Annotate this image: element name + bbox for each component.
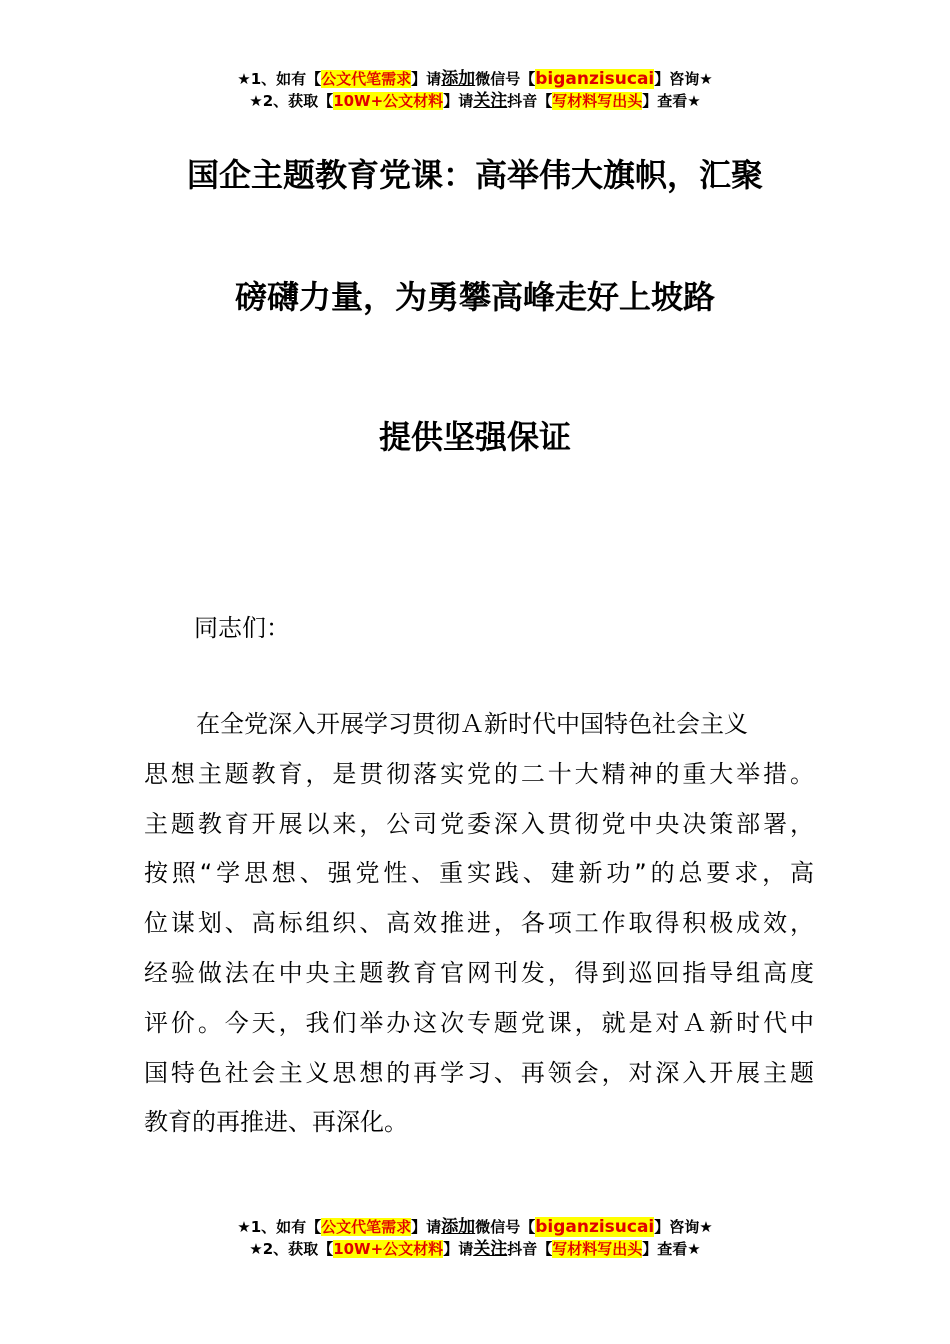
header-ad-line-1 <box>0 68 950 90</box>
header-ad-2-highlight-materials: 10W+公文材料 <box>333 92 444 110</box>
paragraph-line-7: 评价。今天，我们举办这次专题党课，就是对Ａ新时代中 <box>144 1008 814 1037</box>
header-ad-line-2 <box>0 90 950 112</box>
header-ad-2-mid1: 】请 <box>443 92 474 110</box>
header-ad <box>0 68 950 112</box>
footer-ad-1-mid1: 】请 <box>411 1218 442 1236</box>
paragraph-line-2: 思想主题教育，是贯彻落实党的二十大精神的重大举措。 <box>144 759 814 788</box>
document-title-line-2: 磅礴力量，为勇攀高峰走好上坡路 <box>234 278 715 316</box>
header-ad-1-prefix: ★1、如有【 <box>237 70 322 88</box>
header-ad-1-emphasis: 添加 <box>441 69 476 89</box>
footer-ad-2-mid1: 】请 <box>443 1240 474 1258</box>
paragraph-line-9: 教育的再推进、再深化。 <box>144 1108 408 1137</box>
header-ad-2-prefix: ★2、获取【 <box>249 92 334 110</box>
paragraph-line-3: 主题教育开展以来，公司党委深入贯彻党中央决策部署， <box>144 809 814 838</box>
footer-ad <box>0 1216 950 1260</box>
footer-ad-1-suffix: 】咨询★ <box>654 1218 713 1236</box>
footer-ad-2-mid2: 抖音【 <box>507 1240 553 1258</box>
paragraph-line-5: 位谋划、高标组织、高效推进，各项工作取得积极成效， <box>144 909 814 938</box>
header-ad-2-douyin-account: 写材料写出头 <box>552 92 643 110</box>
header-ad-2-suffix: 】查看★ <box>642 92 701 110</box>
body-paragraph <box>144 700 814 1148</box>
header-ad-1-highlight-service: 公文代笔需求 <box>321 70 412 88</box>
footer-ad-line-1 <box>0 1216 950 1238</box>
footer-ad-1-prefix: ★1、如有【 <box>237 1218 322 1236</box>
document-title-line-3: 提供坚强保证 <box>378 418 571 456</box>
header-ad-1-mid1: 】请 <box>411 70 442 88</box>
header-ad-1-suffix: 】咨询★ <box>654 70 713 88</box>
footer-ad-2-douyin-account: 写材料写出头 <box>552 1240 643 1258</box>
document-title-line-1: 国企主题教育党课：高举伟大旗帜，汇聚 <box>186 156 763 194</box>
paragraph-line-4: 按照“学思想、强党性、重实践、建新功”的总要求，高 <box>144 859 814 888</box>
footer-ad-1-highlight-service: 公文代笔需求 <box>321 1218 412 1236</box>
paragraph-line-6: 经验做法在中央主题教育官网刊发，得到巡回指导组高度 <box>144 958 814 987</box>
footer-ad-1-emphasis: 添加 <box>441 1217 476 1237</box>
footer-ad-2-prefix: ★2、获取【 <box>249 1240 334 1258</box>
footer-ad-2-highlight-materials: 10W+公文材料 <box>333 1240 444 1258</box>
footer-ad-2-emphasis: 关注 <box>473 1239 508 1259</box>
footer-ad-line-2 <box>0 1238 950 1260</box>
header-ad-1-mid2: 微信号【 <box>475 70 536 88</box>
footer-ad-2-suffix: 】查看★ <box>642 1240 701 1258</box>
salutation: 同志们： <box>194 614 290 642</box>
header-ad-2-emphasis: 关注 <box>473 91 508 111</box>
footer-ad-1-wechat-id: biganzisucai <box>535 1217 655 1237</box>
paragraph-line-1: 在全党深入开展学习贯彻Ａ新时代中国特色社会主义 <box>196 710 748 738</box>
paragraph-line-8: 国特色社会主义思想的再学习、再领会，对深入开展主题 <box>144 1058 814 1087</box>
footer-ad-1-mid2: 微信号【 <box>475 1218 536 1236</box>
header-ad-2-mid2: 抖音【 <box>507 92 553 110</box>
header-ad-1-wechat-id: biganzisucai <box>535 69 655 89</box>
